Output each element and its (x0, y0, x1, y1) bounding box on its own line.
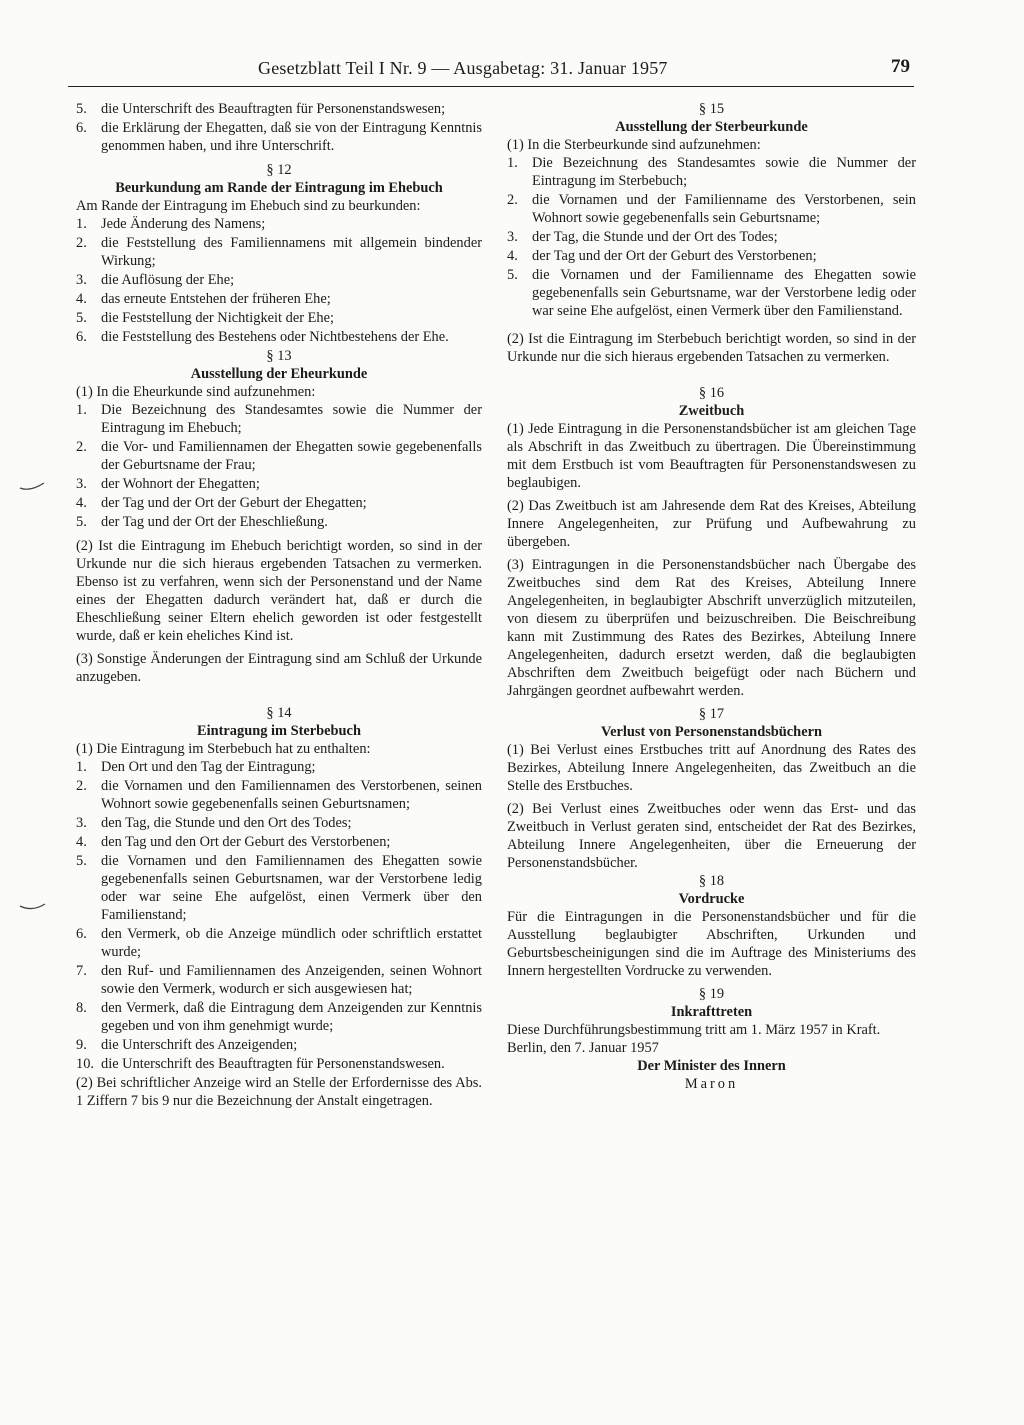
item-text: die Vornamen und der Familienname des Verstorbenen, sein Wohnort sowie gegebenenfalls sein Geburtsname; (532, 192, 916, 226)
item-number: 2. (76, 778, 87, 794)
section-title: Ausstellung der Sterbeurkunde (615, 119, 808, 135)
list-item (76, 814, 482, 832)
item-text: die Feststellung des Bestehens oder Nichtbestehens der Ehe. (101, 329, 449, 345)
list-item (76, 290, 482, 308)
right-column (507, 100, 916, 1093)
item-number: 3. (507, 229, 518, 245)
item-number: 4. (507, 248, 518, 264)
item-number: 1. (507, 155, 518, 171)
paragraph: (2) Ist die Eintragung im Sterbebuch berichtigt worden, so sind in der Urkunde nur die sich hieraus ergebenden Tatsachen zu vermerken. (507, 331, 916, 365)
margin-mark-icon (18, 900, 48, 914)
item-text: der Tag und der Ort der Geburt der Ehegatten; (101, 495, 367, 511)
item-text: das erneute Entstehen der früheren Ehe; (101, 291, 331, 307)
paragraph: Am Rande der Eintragung im Ehebuch sind zu beurkunden: (76, 198, 421, 214)
item-number: 1. (76, 216, 87, 232)
item-number: 4. (76, 495, 87, 511)
margin-mark-icon (18, 480, 48, 494)
list-item (76, 1055, 482, 1073)
item-text: Die Bezeichnung des Standesamtes sowie die Nummer der Eintragung im Ehebuch; (101, 402, 482, 436)
item-number: 6. (76, 120, 87, 136)
item-number: 7. (76, 963, 87, 979)
paragraph: (1) In die Sterbeurkunde sind aufzunehmen: (507, 137, 761, 153)
item-number: 5. (76, 310, 87, 326)
item-text: die Vornamen und den Familiennamen des Ehegatten sowie gegebenenfalls seinen Geburtsnamen, war der Verstorbene ledig oder war seine Ehe aufgelöst, einen Vermerk über den Familienstand; (101, 853, 482, 923)
item-text: den Tag und den Ort der Geburt des Verstorbenen; (101, 834, 391, 850)
paragraph: (2) Bei schriftlicher Anzeige wird an Stelle der Erfordernisse des Abs. 1 Ziffern 7 bis 9 nur die Bezeichnung der Anstalt eingetragen. (76, 1075, 482, 1109)
item-text: der Tag, die Stunde und der Ort des Todes; (532, 229, 778, 245)
list-item (76, 100, 482, 118)
item-number: 3. (76, 815, 87, 831)
list-item (76, 309, 482, 327)
item-text: der Wohnort der Ehegatten; (101, 476, 260, 492)
item-text: die Vornamen und der Familienname des Ehegatten sowie gegebenenfalls sein Geburtsname, war der Verstorbene ledig oder war seine Ehe aufgelöst, einen Vermerk über den Familienstand. (532, 267, 916, 319)
header-title: Gesetzblatt Teil I Nr. 9 — Ausgabetag: 31. Januar 1957 (258, 58, 668, 78)
section-number: § 12 (266, 162, 292, 178)
list-item (76, 401, 482, 437)
item-number: 5. (76, 514, 87, 530)
section-title: Verlust von Personenstandsbüchern (601, 724, 822, 740)
item-number: 10. (76, 1056, 94, 1072)
paragraph: (1) In die Eheurkunde sind aufzunehmen: (76, 384, 316, 400)
item-number: 8. (76, 1000, 87, 1016)
item-text: die Erklärung der Ehegatten, daß sie von der Eintragung Kenntnis genommen haben, und ihre Unterschrift. (101, 120, 482, 154)
section-title: Beurkundung am Rande der Eintragung im Ehebuch (115, 180, 443, 196)
paragraph: (1) Jede Eintragung in die Personenstandsbücher ist am gleichen Tage als Abschrift in das Zweitbuch zu übertragen. Die Übereinstimmung mit dem Erstbuch ist vom Beauftragten für Personenstandswesen zu beglaubigen. (507, 421, 916, 491)
item-number: 2. (76, 235, 87, 251)
section-title: Zweitbuch (678, 403, 745, 419)
item-number: 4. (76, 834, 87, 850)
list-item (76, 852, 482, 924)
list-item (76, 777, 482, 813)
list-item (76, 833, 482, 851)
item-text: die Feststellung des Familiennamens mit allgemein bindender Wirkung; (101, 235, 482, 269)
item-number: 3. (76, 272, 87, 288)
list-item (76, 999, 482, 1035)
item-number: 5. (507, 267, 518, 283)
list-item (76, 475, 482, 493)
item-text: der Tag und der Ort der Eheschließung. (101, 514, 328, 530)
list-item (507, 228, 916, 246)
paragraph: (2) Ist die Eintragung im Ehebuch berichtigt worden, so sind in der Urkunde nur die sich hieraus ergebenden Tatsachen zu vermerken. Ebenso ist zu verfahren, wenn sich der Personenstand und der Name eines der Ehegatten dadurch verändert hat, daß er durch die Eheschließung seiner Eltern ehelich geworden ist oder festgestellt wurde, daß er kein eheliches Kind ist. (76, 538, 482, 644)
section-title: Vordrucke (678, 891, 745, 907)
item-text: die Vor- und Familiennamen der Ehegatten sowie gegebenenfalls der Geburtsname der Frau; (101, 439, 482, 473)
item-number: 2. (76, 439, 87, 455)
item-text: Jede Änderung des Namens; (101, 216, 266, 232)
list-item (76, 494, 482, 512)
list-item (76, 758, 482, 776)
paragraph: (3) Eintragungen in die Personenstandsbücher nach Übergabe des Zweitbuches sind dem Rat des Kreises, Abteilung Innere Angelegenheiten, in beglaubigter Abschrift unverzüglich mitzuteilen, von diesem zu überprüfen und beizuschreiben. Die Beischreibung kann mit Zustimmung des Rates des Bezirkes, Abteilung Innere Angelegenheiten, dadurch ersetzt werden, daß die beglaubigten Abschriften dem Zweitbuch beigefügt oder nach Büchern und Jahrgängen geordnet aufbewahrt werden. (507, 557, 916, 699)
list-item (76, 1036, 482, 1054)
paragraph: Für die Eintragungen in die Personenstandsbücher und für die Ausstellung beglaubigter Abschriften, Urkunden und Geburtsbescheinigungen sind die im Auftrage des Ministeriums des Innern hergestellten Vordrucke zu verwenden. (507, 909, 916, 979)
signatory-role: Der Minister des Innern (637, 1058, 786, 1074)
list-item (76, 271, 482, 289)
item-text: den Vermerk, ob die Anzeige mündlich oder schriftlich erstattet wurde; (101, 926, 482, 960)
paragraph: (1) Die Eintragung im Sterbebuch hat zu enthalten: (76, 741, 371, 757)
list-item (76, 925, 482, 961)
item-number: 1. (76, 402, 87, 418)
page-header (68, 56, 914, 87)
list-item (76, 962, 482, 998)
list-item (76, 119, 482, 155)
item-number: 6. (76, 926, 87, 942)
left-column (76, 100, 482, 1110)
place-date: Berlin, den 7. Januar 1957 (507, 1040, 659, 1056)
item-text: Die Bezeichnung des Standesamtes sowie die Nummer der Eintragung im Sterbebuch; (532, 155, 916, 189)
list-item (507, 247, 916, 265)
item-text: Den Ort und den Tag der Eintragung; (101, 759, 316, 775)
section-number: § 18 (698, 873, 725, 889)
page-number: 79 (891, 56, 910, 77)
paragraph: (1) Bei Verlust eines Erstbuches tritt auf Anordnung des Rates des Bezirkes, Abteilung Innere Angelegenheiten, das Zweitbuch an die Stelle des Erstbuches. (507, 742, 916, 794)
item-number: 5. (76, 101, 87, 117)
section-number: § 14 (266, 705, 292, 721)
item-text: die Unterschrift des Beauftragten für Personenstandswesen; (101, 101, 446, 117)
item-number: 1. (76, 759, 87, 775)
section-number: § 17 (698, 706, 725, 722)
list-item (76, 513, 482, 531)
section-number: § 19 (698, 986, 725, 1002)
paragraph: (2) Das Zweitbuch ist am Jahresende dem Rat des Kreises, Abteilung Innere Angelegenheiten, zur Prüfung und Aufbewahrung zu übergeben. (507, 498, 916, 550)
section-number: § 16 (698, 385, 725, 401)
list-item (76, 438, 482, 474)
section-number: § 13 (266, 348, 292, 364)
item-text: den Ruf- und Familiennamen des Anzeigenden, seinen Wohnort sowie den Vermerk, wodurch er sich ausgewiesen hat; (101, 963, 482, 997)
item-text: die Unterschrift des Anzeigenden; (101, 1037, 298, 1053)
section-title: Eintragung im Sterbebuch (197, 723, 361, 739)
paragraph: Diese Durchführungsbestimmung tritt am 1. März 1957 in Kraft. (507, 1022, 881, 1038)
list-item (507, 266, 916, 320)
item-number: 4. (76, 291, 87, 307)
item-number: 2. (507, 192, 518, 208)
item-number: 3. (76, 476, 87, 492)
list-item (76, 215, 482, 233)
section-title: Inkrafttreten (670, 1004, 753, 1020)
paragraph: (3) Sonstige Änderungen der Eintragung sind am Schluß der Urkunde anzugeben. (76, 651, 482, 685)
item-number: 6. (76, 329, 87, 345)
section-title: Ausstellung der Eheurkunde (190, 366, 368, 382)
section-number: § 15 (698, 101, 725, 117)
list-item (507, 191, 916, 227)
item-number: 5. (76, 853, 87, 869)
paragraph: (2) Bei Verlust eines Zweitbuches oder wenn das Erst- und das Zweitbuch in Verlust geraten sind, entscheidet der Rat des Bezirkes, Abteilung Innere Angelegenheiten, über die Erneuerung der Personenstandsbücher. (507, 801, 916, 871)
item-text: den Tag, die Stunde und den Ort des Todes; (101, 815, 352, 831)
item-text: die Feststellung der Nichtigkeit der Ehe; (101, 310, 334, 326)
list-item (76, 234, 482, 270)
signatory-name: Maron (684, 1076, 739, 1092)
item-text: die Vornamen und den Familiennamen des Verstorbenen, seinen Wohnort sowie gegebenenfalls seinen Geburtsnamen; (101, 778, 482, 812)
list-item (76, 328, 482, 346)
item-text: die Auflösung der Ehe; (101, 272, 235, 288)
item-text: der Tag und der Ort der Geburt des Verstorbenen; (532, 248, 817, 264)
item-text: die Unterschrift des Beauftragten für Personenstandswesen. (101, 1056, 445, 1072)
item-text: den Vermerk, daß die Eintragung dem Anzeigenden zur Kenntnis gegeben und von ihm genehmigt wurde; (101, 1000, 482, 1034)
list-item (507, 154, 916, 190)
item-number: 9. (76, 1037, 87, 1053)
